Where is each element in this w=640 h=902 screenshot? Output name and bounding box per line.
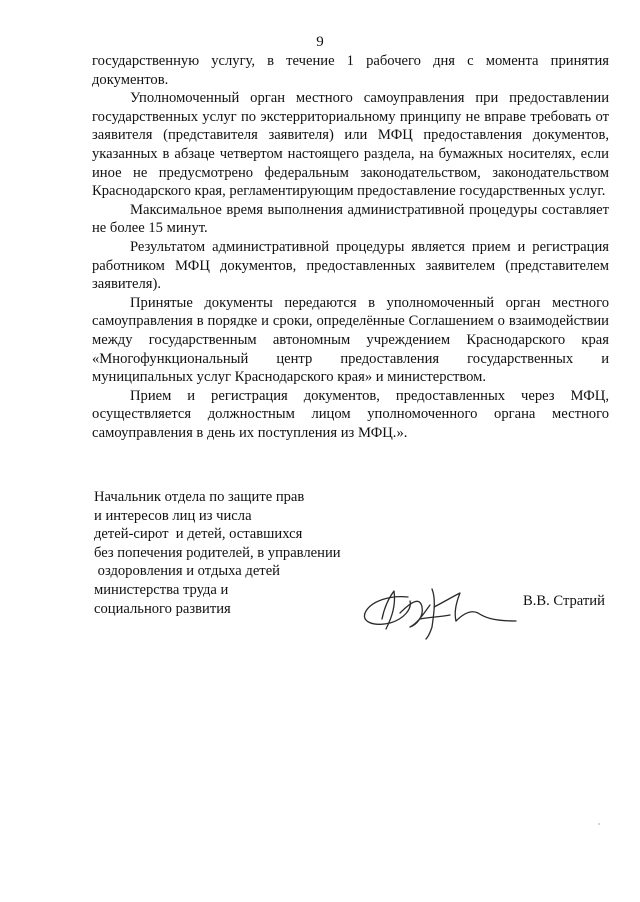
paragraph-transfer: Принятые документы передаются в уполномоченный орган местного самоуправления в порядке и сроки, определённые Соглашением о взаимодействии между государственным автономным учреждением Краснодарского края «Многофункциональный центр предоставления государственных и муниципальных услуг Краснодарского края» и министерством. [92,294,609,386]
position-line: и интересов лиц из числа [94,507,252,524]
paragraph-result: Результатом административной процедуры является прием и регистрация работником МФЦ документов, предоставленных заявителем (представителем заявителя). [92,238,609,293]
paragraph-max-time: Максимальное время выполнения административной процедуры составляет не более 15 минут. [92,201,609,237]
signer-name: В.В. Стратий [523,593,605,609]
position-line: детей-сирот и детей, оставшихся [94,526,303,543]
position-line: без попечения родителей, в управлении [94,544,341,561]
paragraph-extraterritorial: Уполномоченный орган местного самоуправления при предоставлении государственных услуг по экстерриториальному принципу не вправе требовать от заявителя (представителя заявителя) или МФЦ предоставления документов, указанных в абзаце четвертом настоящего раздела, на бумажных носителях, если иное не предусмотрено федеральным законодательством, законодательством Краснодарского края, регламентирующим предоставление государственных услуг. [92,90,609,200]
paragraph-continuation: государственную услугу, в течение 1 рабочего дня с момента принятия документов. [92,53,609,88]
page-number: 9 [316,34,324,50]
paragraph-registration: Прием и регистрация документов, предоставленных через МФЦ, осуществляется должностным лицом уполномоченного органа местного самоуправления в день их поступления из МФЦ.». [92,387,609,441]
signatory-position [94,488,394,618]
position-line: Начальник отдела по защите прав [94,489,305,505]
position-line: социального развития [94,600,231,617]
document-body [92,52,609,442]
position-line: министерства труда и [94,581,229,598]
handwritten-signature [360,583,520,643]
position-line: оздоровления и отдыха детей [94,563,280,580]
scan-speck [598,823,600,825]
